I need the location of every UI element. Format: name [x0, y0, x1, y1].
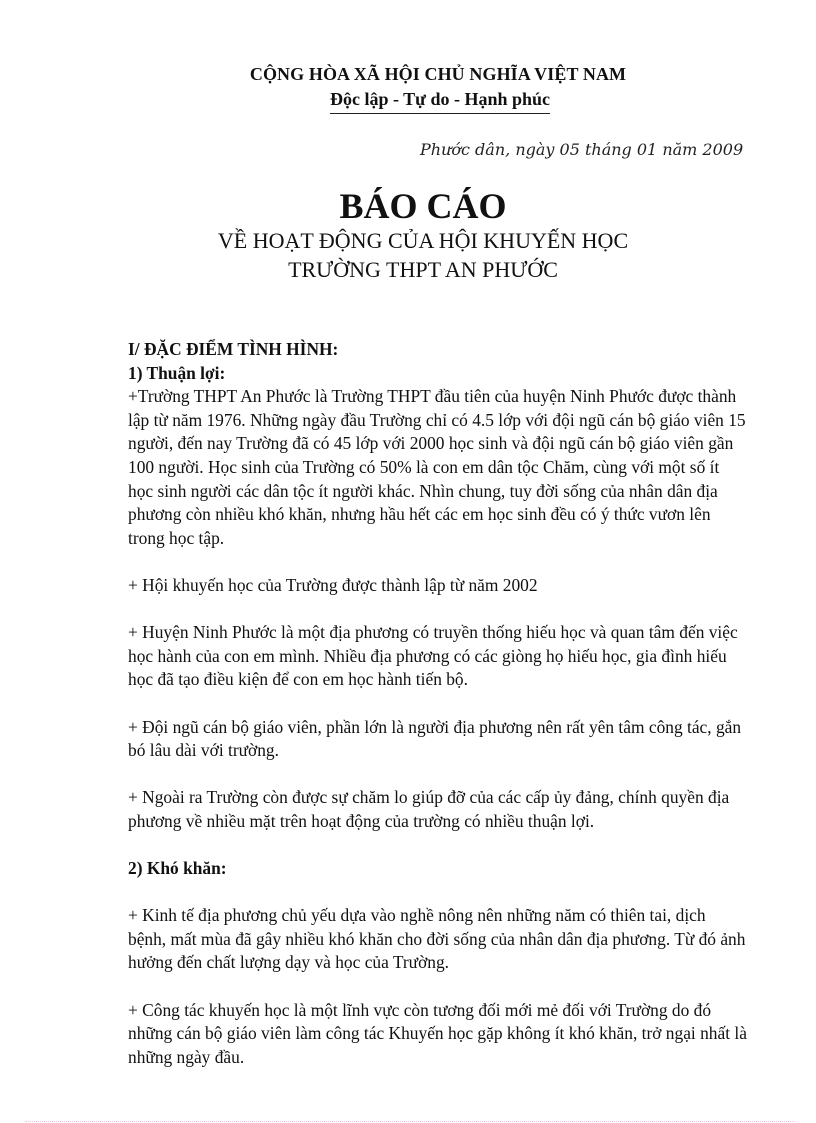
subsection-heading-advantages: 1) Thuận lợi: — [128, 362, 226, 383]
paragraph: + Hội khuyến học của Trường được thành lập từ năm 2002 — [128, 574, 538, 595]
section-heading: I/ ĐẶC ĐIỂM TÌNH HÌNH: — [128, 339, 339, 359]
paragraph: +Trường THPT An Phước là Trường THPT đầu tiên của huyện Ninh Phước được thành lập từ năm 1976. Những ngày đầu Trường chỉ có 4.5 lớp với đội ngũ cán bộ giáo viên 15 người, đến nay Trường đã có 45 lớp với 2000 học sinh và đội ngũ cán bộ giáo viên gần 100 người. Học sinh của Trường có 50% là con em dân tộc Chăm, cùng với một số ít học sinh người các dân tộc ít người khác. Nhìn chung, tuy đời sống của nhân dân địa phương còn nhiều khó khăn, nhưng hầu hết các em học sinh đều có ý thức vươn lên trong học tập. — [128, 386, 746, 548]
report-subtitle-1: VỀ HOẠT ĐỘNG CỦA HỘI KHUYẾN HỌC — [217, 228, 629, 253]
paragraph: + Công tác khuyến học là một lĩnh vực còn tương đối mới mẻ đối với Trường do đó những cán bộ giáo viên làm công tác Khuyến học gặp không ít khó khăn, trở ngại nhất là những ngày đầu. — [128, 999, 747, 1067]
page-bottom-divider — [25, 1121, 795, 1122]
date-line: Phước dân, ngày 05 tháng 01 năm 2009 — [420, 140, 744, 159]
paragraph: + Đội ngũ cán bộ giáo viên, phần lớn là người địa phương nên rất yên tâm công tác, gắn bó lâu dài với trường. — [128, 716, 742, 761]
report-title: BÁO CÁO — [339, 186, 507, 226]
paragraph: + Kinh tế địa phương chủ yếu dựa vào nghề nông nên những năm có thiên tai, dịch bệnh, mất mùa đã gây nhiều khó khăn cho đời sống của nhân dân địa phương. Từ đó ảnh hưởng đến chất lượng dạy và học của Trường. — [128, 905, 746, 973]
subsection-heading-difficulties: 2) Khó khăn: — [128, 858, 227, 879]
motto-text: Độc lập - Tự do - Hạnh phúc — [330, 89, 550, 114]
national-title: CỘNG HÒA XÃ HỘI CHỦ NGHĨA VIỆT NAM — [249, 64, 627, 84]
paragraph: + Huyện Ninh Phước là một địa phương có truyền thống hiếu học và quan tâm đến việc học hành của con em mình. Nhiều địa phương có các giòng họ hiếu học, gia đình hiếu học đã tạo điều kiện để con em học hành tiến bộ. — [128, 622, 738, 690]
report-body — [128, 338, 748, 1069]
paragraph: + Ngoài ra Trường còn được sự chăm lo giúp đỡ của các cấp ủy đảng, chính quyền địa phương về nhiều mặt trên hoạt động của trường có nhiều thuận lợi. — [128, 787, 730, 831]
national-motto — [0, 89, 816, 114]
report-subtitle-2: TRƯỜNG THPT AN PHƯỚC — [288, 257, 558, 282]
